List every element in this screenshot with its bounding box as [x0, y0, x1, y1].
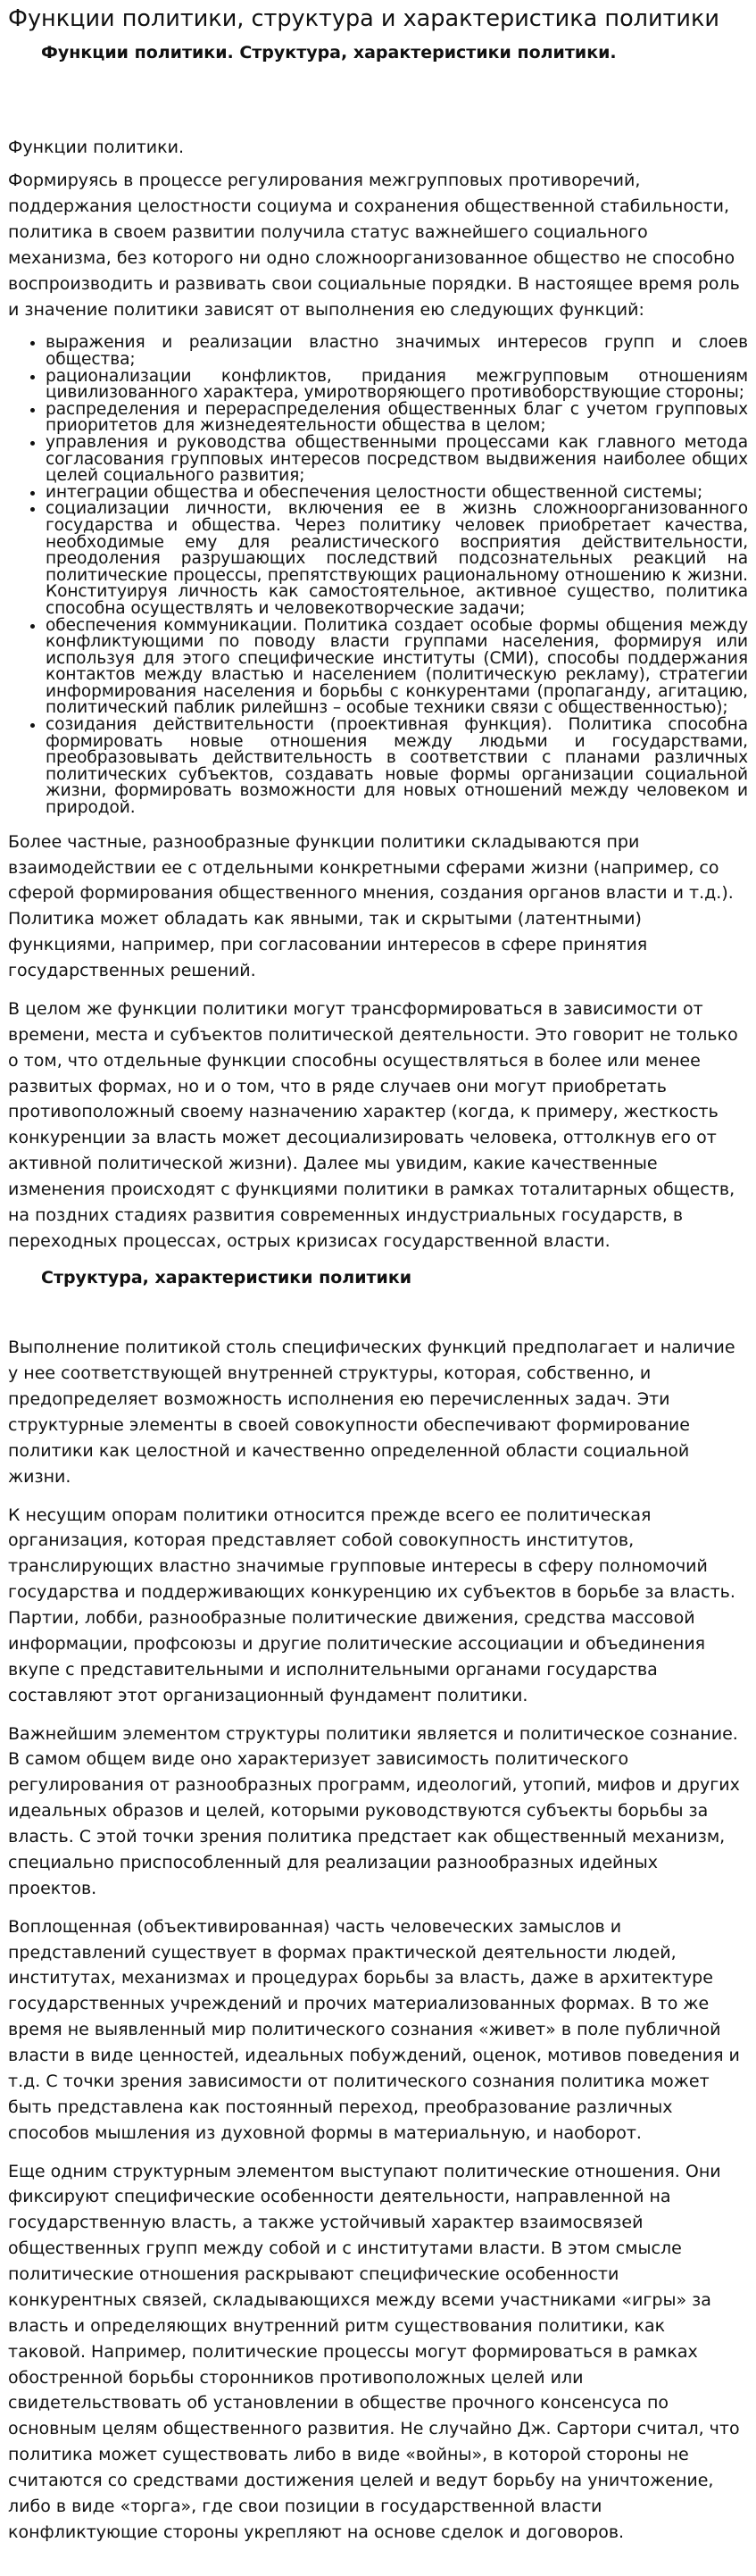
- paragraph-structure: Выполнение политикой столь специфических функций предполагает и наличие у нее соответствующей внутренней структуры, которая, собственно, и предопределяет возможность исполнения ею перечисленных задач. Эти структурные элементы в своей совокупности обеспечивают формирование политики как целостной и качественно определенной области социальной жизни.: [8, 1338, 735, 1487]
- list-item: • управления и руководства общественными процессами как главного метода согласования групповых интересов посредством выдвижения наиболее общих целей социального развития;: [46, 435, 748, 485]
- section-heading-functions: Функции политики. Структура, характеристики политики.: [41, 42, 617, 63]
- list-item: • распределения и перераспределения общественных благ с учетом групповых приоритетов для жизнедеятельности общества в целом;: [46, 402, 748, 435]
- list-item: • рационализации конфликтов, придания межгрупповым отношениям цивилизованного характера, умиротворяющего противоборствующие стороны;: [46, 369, 748, 402]
- paragraph-transformation: В целом же функции политики могут трансформироваться в зависимости от времени, места и субъектов политической деятельности. Это говорит не только о том, что отдельные функции способны осуществляться в более или менее развитых формах, но и о том, что в ряде случаев они могут приобретать противоположный своему назначению характер (когда, к примеру, жесткость конкуренции за власть может десоциализировать человека, оттолкнув его от активной политической жизни). Далее мы увидим, какие качественные изменения происходят с функциями политики в рамках тоталитарных обществ, на поздних стадиях развития современных индустриальных государств, в переходных процессах, острых кризисах государственной власти.: [8, 998, 738, 1251]
- list-item: • созидания действительности (проективная функция). Политика способна формировать новые отношения между людьми и государствами, преобразовывать действительность в соответствии с планами различных политических субъектов, создавать новые формы организации социальной жизни, формировать возможности для новых отношений между человеком и природой.: [46, 717, 748, 817]
- functions-list: [8, 335, 748, 816]
- paragraph-embodied: Воплощенная (объективированная) часть человеческих замыслов и представлений существует в формах практической деятельности людей, институтах, механизмах и процедурах борьбы за власть, даже в архитектуре государственных учреждений и прочих материализованных формах. В то же время не выявленный мир политического сознания «живет» в поле публичной власти в виде ценностей, идеальных побуждений, оценок, мотивов поведения и т.д. С точки зрения зависимости от политического сознания политика может быть представлена как постоянный переход, преобразование различных способов мышления из духовной формы в материальную, и наоборот.: [8, 1916, 740, 2143]
- paragraph-organization: К несущим опорам политики относится прежде всего ее политическая организация, которая представляет собой совокупность институтов, транслирующих властно значимые групповые интересы в сферу полномочий государства и поддерживающих конкуренцию их субъектов в борьбе за власть. Партии, лобби, разнообразные политические движения, средства массовой информации, профсоюзы и другие политические ассоциации и объединения вкупе с представительными и исполнительными органами государства составляют этот организационный фундамент политики.: [8, 1505, 735, 1705]
- section-heading-structure: Структура, характеристики политики: [41, 1267, 412, 1288]
- list-item: • социализации личности, включения ее в жизнь сложноорганизованного государства и общества. Через политику человек приобретает качества, необходимые ему для реалистического восприятия действительности, преодоления разрушающих последствий подсознательных реакций на политические процессы, препятствующих рациональному отношению к жизни. Конституируя личность как самостоятельное, активное существо, политика способна осуществлять и человекотворческие задачи;: [46, 501, 748, 617]
- paragraph-consciousness: Важнейшим элементом структуры политики является и политическое сознание. В самом общем виде оно характеризует зависимость политического регулирования от разнообразных программ, идеологий, утопий, мифов и других идеальных образов и целей, которыми руководствуются субъекты борьбы за власть. С этой точки зрения политика предстает как общественный механизм, специально приспособленный для реализации разнообразных идейных проектов.: [8, 1723, 740, 1898]
- intro-label: Функции политики.: [8, 138, 184, 158]
- list-item: • обеспечения коммуникации. Политика создает особые формы общения между конфликтующими по поводу власти группами населения, формируя или используя для этого специфические институты (СМИ), способы поддержания контактов между властью и населением (политическую рекламу), стратегии информирования населения и борьбы с конкурентами (пропаганду, агитацию, политический паблик рилейшнз – особые техники связи с общественностью);: [46, 618, 748, 718]
- list-item: • интеграции общества и обеспечения целостности общественной системы;: [46, 485, 748, 502]
- list-item: • выражения и реализации властно значимых интересов групп и слоев общества;: [46, 335, 748, 368]
- page-title: Функции политики, структура и характеристика политики: [8, 5, 719, 32]
- paragraph-relations: Еще одним структурным элементом выступают политические отношения. Они фиксируют специфические особенности деятельности, направленной на государственную власть, а также устойчивый характер взаимосвязей общественных групп между собой и с институтами власти. В этом смысле политические отношения раскрывают специфические особенности конкурентных связей, складывающихся между всеми участниками «игры» за власть и определяющих внутренний ритм существования политики, как таковой. Например, политические процессы могут формироваться в рамках обостренной борьбы сторонников противоположных целей или свидетельствовать об установлении в обществе прочного консенсуса по основным целям общественного развития. Не случайно Дж. Сартори считал, что политика может существовать либо в виде «войны», в которой стороны не считаются со средствами достижения целей и ведут борьбу на уничтожение, либо в виде «торга», где свои позиции в государственной власти конфликтующие стороны укрепляют на основе сделок и договоров.: [8, 2161, 740, 2542]
- paragraph-particular-functions: Более частные, разнообразные функции политики складываются при взаимодействии ее с отдельными конкретными сферами жизни (например, со сферой формирования общественного мнения, создания органов власти и т.д.). Политика может обладать как явными, так и скрытыми (латентными) функциями, например, при согласовании интересов в сфере принятия государственных решений.: [8, 831, 734, 980]
- paragraph-intro: Формируясь в процессе регулирования межгрупповых противоречий, поддержания целостности социума и сохранения общественной стабильности, политика в своем развитии получила статус важнейшего социального механизма, без которого ни одно сложноорганизованное общество не способно воспроизводить и развивать свои социальные порядки. В настоящее время роль и значение политики зависят от выполнения ею следующих функций:: [8, 171, 740, 320]
